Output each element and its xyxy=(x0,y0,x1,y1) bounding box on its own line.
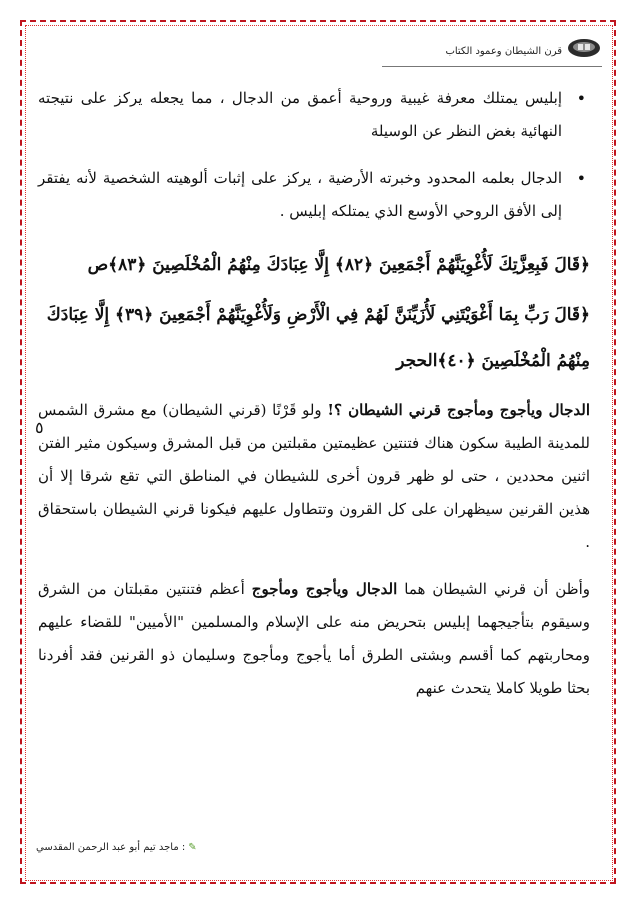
page-header xyxy=(382,36,602,72)
paragraph-emphasis: الدجال ويأجوج ومأجوج xyxy=(251,580,398,598)
quran-verse: ﴿قَالَ فَبِعِزَّتِكَ لَأُغْوِيَنَّهُمْ أَجْمَعِينَ ﴿٨٢﴾ إِلَّا عِبَادَكَ مِنْهُمُ الْمُخْلَصِينَ ﴿٨٣﴾ص xyxy=(87,255,590,275)
bullet-item xyxy=(38,82,590,148)
paragraph-text: وأظن أن قرني الشيطان هما xyxy=(397,580,591,598)
quran-verse: ﴿قَالَ رَبِّ بِمَا أَغْوَيْتَنِي لَأُزَيِّنَنَّ لَهُمْ فِي الْأَرْضِ وَلَأُغْوِيَنَّهُمْ أَجْمَعِينَ ﴿٣٩﴾ إِلَّا عِبَادَكَ مِنْهُمُ الْمُخْلَصِينَ ﴿٤٠﴾الحجر xyxy=(46,305,590,371)
paragraph-text: أعظم فتنتين مقبلتان من الشرق وسيقوم بتأجيجهما إبليس بتحريض منه على الإسلام والمسلمين "الأميين" للقضاء عليهم ومحاربتهم كما أقسم وبشتى الطرق أما يأجوج ومأجوج وسليمان ذو القرنين فقد أفردنا بحثا طويلا كاملا يتحدث عنهم xyxy=(38,580,590,697)
paragraph xyxy=(38,394,590,559)
book-logo-icon xyxy=(566,36,602,60)
bullet-text: الدجال بعلمه المحدود وخبرته الأرضية ، يركز على إثبات ألوهيته الشخصية لأنه يفتقر إلى الأفق الروحي الأوسع الذي يمتلكه إبليس . xyxy=(38,169,562,220)
bullet-dot-icon: • xyxy=(576,89,586,108)
paragraph-text: ولو قَرْنًا (قرني الشيطان) مع مشرق الشمس للمدينة الطيبة سكون هناك فتنتين عظيمتين مقبلتين من قبل المشرق وسيكون مثير الفتن اثنين محددين ، حتى لو ظهر قرون أخرى للشيطان في المناطق التي تقع شرقا إلا أن هذين القرنين سيظهران على كل القرون وتتطاول عليهم فيكونا قرني الشيطان باستحقاق . xyxy=(38,401,590,551)
header-title: قرن الشيطان وعمود الكتاب xyxy=(445,46,562,57)
bullet-text: إبليس يمتلك معرفة غيبية وروحية أعمق من الدجال ، مما يجعله يركز على نتيجته النهائية بغض النظر عن الوسيلة xyxy=(38,89,562,140)
page-footer xyxy=(36,842,197,853)
bullet-dot-icon: • xyxy=(576,169,586,188)
paragraph xyxy=(38,573,590,705)
paragraph-heading: الدجال ويأجوج ومأجوج قرني الشيطان ؟! xyxy=(327,401,590,419)
bullet-item xyxy=(38,162,590,228)
page-number: ٥ xyxy=(35,418,44,437)
page-content xyxy=(38,82,590,705)
header-divider xyxy=(382,66,602,67)
footer-author: : ماجد تيم أبو عبد الرحمن المقدسي xyxy=(36,842,186,853)
quill-icon: ✎ xyxy=(188,842,197,853)
